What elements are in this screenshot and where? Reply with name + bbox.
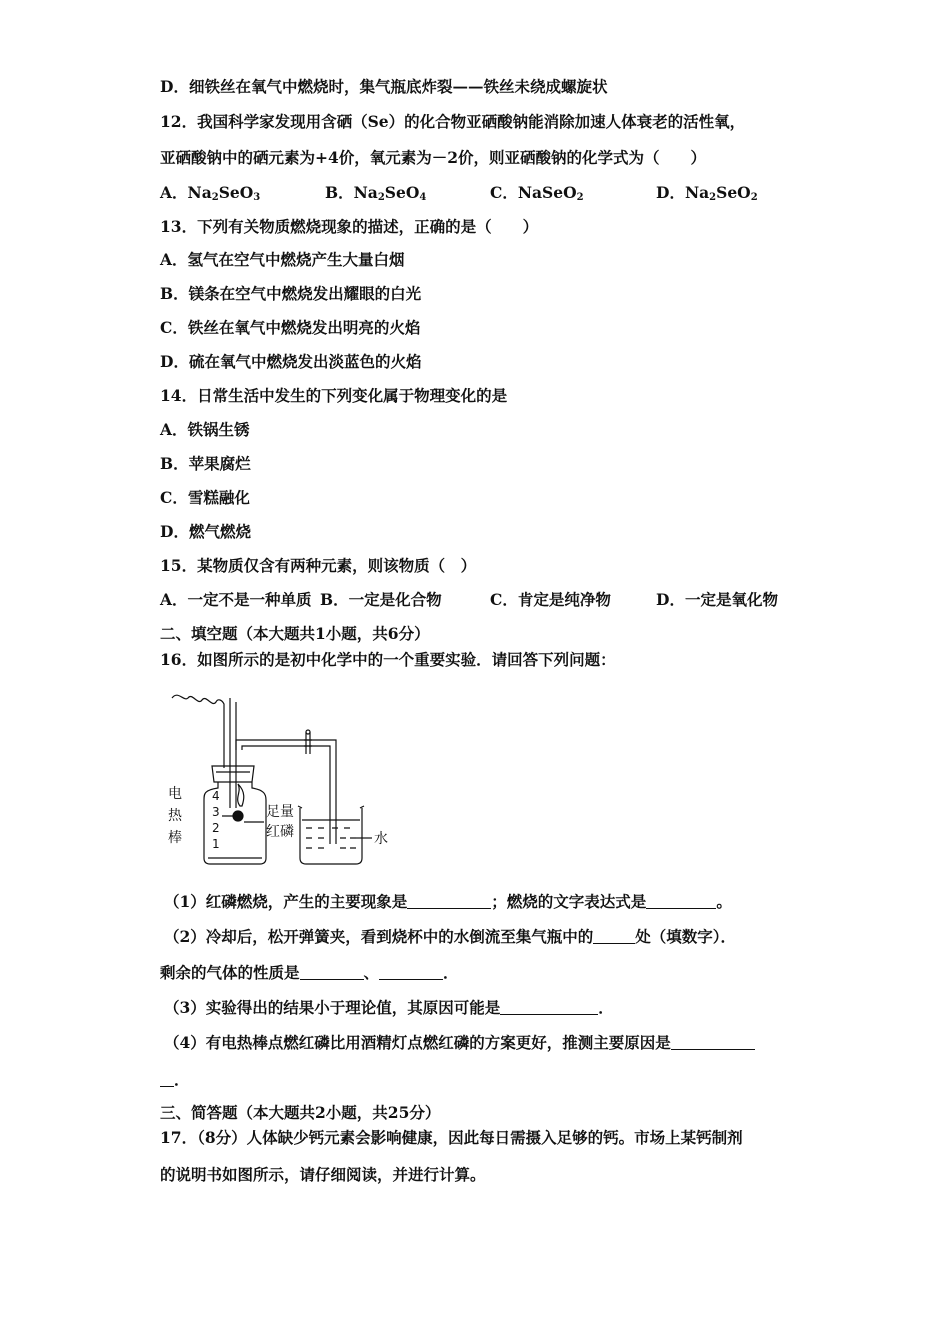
section3-title: 三、简答题（本大题共2小题，共25分） [160, 1103, 441, 1122]
blank-1a [407, 893, 491, 909]
q14-stem: 14．日常生活中发生的下列变化属于物理变化的是 [160, 386, 508, 405]
q16-part3: （3）实验得出的结果小于理论值，其原因可能是 ． [164, 998, 614, 1017]
blank-1b [646, 893, 716, 909]
section2-title: 二、填空题（本大题共1小题，共6分） [160, 624, 430, 643]
stopper [212, 766, 254, 782]
q14-option-c: C．雪糕融化 [160, 488, 250, 507]
scale-4: 4 [212, 789, 220, 803]
q12-option-b: B．$Na_2SeO_4$ [325, 183, 427, 203]
rod-label-2: 热 [168, 808, 182, 824]
q15-option-b: B．一定是化合物 [320, 590, 442, 609]
blank-3 [500, 999, 598, 1015]
q11-option-d: D．细铁丝在氧气中燃烧时，集气瓶底炸裂——铁丝未绕成螺旋状 [160, 77, 608, 96]
q12-option-c: C．NaSeO$_2$ [490, 183, 584, 203]
q14-option-b: B．苹果腐烂 [160, 454, 251, 473]
q12-options [160, 183, 860, 205]
q13-option-a: A．氢气在空气中燃烧产生大量白烟 [160, 250, 405, 269]
q15-options [160, 590, 860, 612]
q16-part1: （1）红磷燃烧，产生的主要现象是 ；燃烧的文字表达式是 。 [164, 892, 732, 911]
q17-line2: 的说明书如图所示，请仔细阅读，并进行计算。 [160, 1165, 486, 1184]
q13-option-b: B．镁条在空气中燃烧发出耀眼的白光 [160, 284, 422, 303]
scale-1: 1 [212, 837, 220, 851]
q13-option-c: C．铁丝在氧气中燃烧发出明亮的火焰 [160, 318, 421, 337]
flame [238, 784, 244, 806]
q12-option-a: A．$Na_2SeO_3$ [160, 183, 261, 203]
rod-label-3: 棒 [168, 830, 182, 846]
blank-2a [593, 928, 635, 944]
q16-stem: 16．如图所示的是初中化学中的一个重要实验．请回答下列问题： [160, 650, 616, 669]
phosphorus-label-1: 足量 [266, 804, 294, 820]
q12-stem-line1: 12．我国科学家发现用含硒（Se）的化合物亚硒酸钠能消除加速人体衰老的活性氧， [160, 112, 746, 131]
q12-option-d: D．$Na_2SeO_2$ [656, 183, 758, 203]
blank-4a [671, 1034, 755, 1050]
q16-part2: （2）冷却后，松开弹簧夹，看到烧杯中的水倒流至集气瓶中的 处（填数字）． [164, 927, 737, 946]
scale-3: 3 [212, 805, 220, 819]
blank-2c [379, 964, 443, 980]
q15-option-c: C．肯定是纯净物 [490, 590, 611, 609]
q16-part4-cont: ． [160, 1070, 190, 1090]
q16-part4: （4）有电热棒点燃红磷比用酒精灯点燃红磷的方案更好，推测主要原因是 [164, 1033, 755, 1053]
phosphorus-label-2: 红磷 [266, 824, 294, 840]
q15-option-a: A．一定不是一种单质 [160, 590, 312, 609]
q14-option-a: A．铁锅生锈 [160, 420, 250, 439]
q16-part2-cont: 剩余的气体的性质是 、 ． [160, 963, 459, 982]
water-label: 水 [374, 831, 388, 847]
rod-label-1: 电 [168, 786, 182, 802]
scale-2: 2 [212, 821, 220, 835]
coiled-wire [172, 695, 224, 768]
q13-option-d: D．硫在氧气中燃烧发出淡蓝色的火焰 [160, 352, 422, 371]
blank-2b [300, 964, 364, 980]
q15-option-d: D．一定是氧化物 [656, 590, 778, 609]
spring-clamp [304, 732, 312, 754]
q14-option-d: D．燃气燃烧 [160, 522, 251, 541]
q12-stem-line2: 亚硒酸钠中的硒元素为+4价，氧元素为－2价，则亚硒酸钠的化学式为（ ） [160, 148, 707, 167]
q17-line1: 17．（8分）人体缺少钙元素会影响健康，因此每日需摄入足够的钙。市场上某钙制剂 [160, 1128, 743, 1147]
blank-4b [160, 1071, 174, 1087]
beaker [300, 808, 362, 864]
experiment-apparatus-figure [160, 688, 400, 868]
q15-stem: 15．某物质仅含有两种元素，则该物质（ ） [160, 556, 477, 575]
q13-stem: 13．下列有关物质燃烧现象的描述，正确的是（ ） [160, 217, 539, 236]
